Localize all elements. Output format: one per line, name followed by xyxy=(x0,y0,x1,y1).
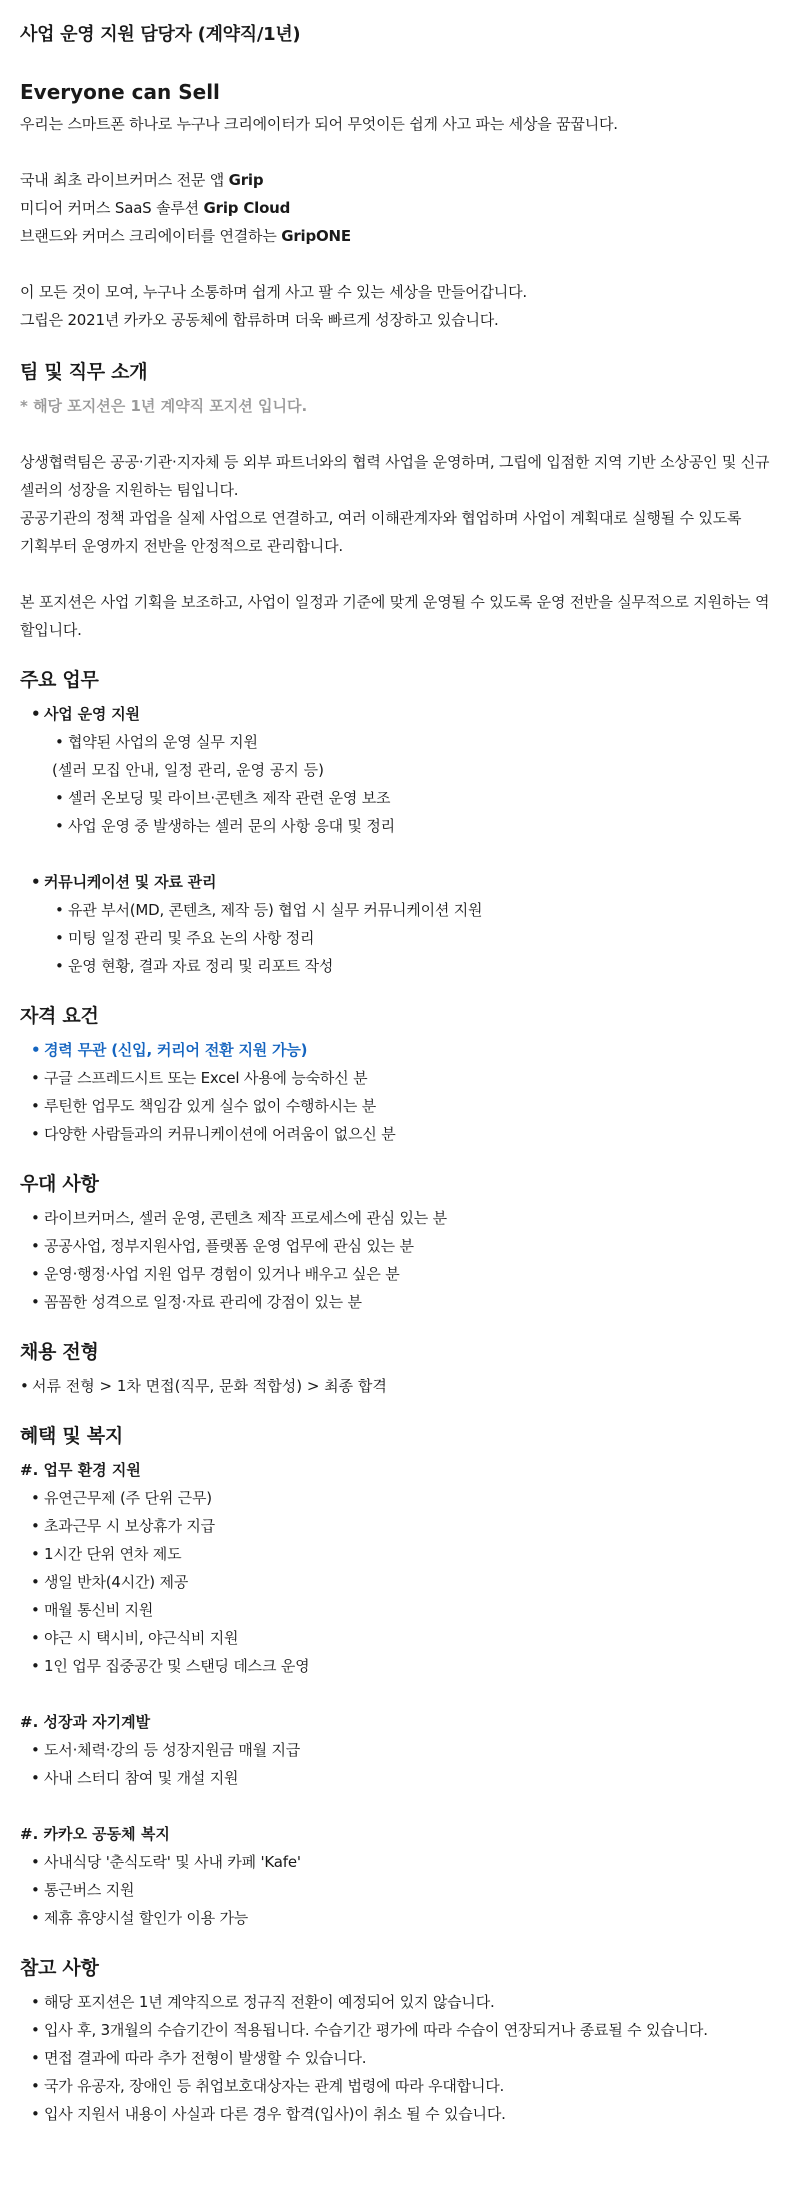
duties-list xyxy=(20,700,780,840)
product-grip-cloud: 미디어 커머스 SaaS 솔루션 Grip Cloud xyxy=(20,199,291,217)
intro-closing: 이 모든 것이 모여, 누구나 소통하며 쉽게 사고 팔 수 있는 세상을 만들어갑니다. xyxy=(20,283,527,301)
note-item: • 해당 포지션은 1년 계약직으로 정규직 전환이 예정되어 있지 않습니다. xyxy=(20,1988,780,2016)
duty-item: • 사업 운영 중 발생하는 셀러 문의 사항 응대 및 정리 xyxy=(20,812,780,840)
duty-item: • 운영 현황, 결과 자료 정리 및 리포트 작성 xyxy=(20,952,780,980)
benefit-item: • 초과근무 시 보상휴가 지급 xyxy=(20,1512,780,1540)
preferred-heading: 우대 사항 xyxy=(20,1173,99,1195)
preferred-item: • 라이브커머스, 셀러 운영, 콘텐츠 제작 프로세스에 관심 있는 분 xyxy=(20,1204,780,1232)
requirement-item: • 경력 무관 (신입, 커리어 전환 지원 가능) xyxy=(20,1036,780,1064)
requirement-item: • 다양한 사람들과의 커뮤니케이션에 어려움이 없으신 분 xyxy=(20,1120,780,1148)
duty-item: • 미팅 일정 관리 및 주요 논의 사항 정리 xyxy=(20,924,780,952)
requirement-item: • 구글 스프레드시트 또는 Excel 사용에 능숙하신 분 xyxy=(20,1064,780,1092)
preferred-item: • 공공사업, 정부지원사업, 플랫폼 운영 업무에 관심 있는 분 xyxy=(20,1232,780,1260)
duty-item: • 협약된 사업의 운영 실무 지원 xyxy=(20,728,780,756)
intro-headline: Everyone can Sell xyxy=(20,80,220,104)
benefit-item: • 유연근무제 (주 단위 근무) xyxy=(20,1484,780,1512)
note-item: • 입사 지원서 내용이 사실과 다른 경우 합격(입사)이 취소 될 수 있습니다. xyxy=(20,2100,780,2128)
team-description: 공공기관의 정책 과업을 실제 사업으로 연결하고, 여러 이해관계자와 협업하며 사업이 계획대로 실행될 수 있도록 xyxy=(20,509,742,527)
job-title: 사업 운영 지원 담당자 (계약직/1년) xyxy=(20,24,301,45)
process-heading: 채용 전형 xyxy=(20,1341,99,1363)
process-steps: • 서류 전형 > 1차 면접(직무, 문화 적합성) > 최종 합격 xyxy=(20,1372,780,1400)
benefit-category-title: #. 업무 환경 지원 xyxy=(20,1461,141,1479)
benefit-item: • 매월 통신비 지원 xyxy=(20,1596,780,1624)
benefit-item: • 야근 시 택시비, 야근식비 지원 xyxy=(20,1624,780,1652)
benefit-list xyxy=(20,1848,780,1932)
product-griipone: 브랜드와 커머스 크리에이터를 연결하는 GripONE xyxy=(20,227,351,245)
notes-heading: 참고 사항 xyxy=(20,1957,99,1979)
duty-item: • 유관 부서(MD, 콘텐츠, 제작 등) 협업 시 실무 커뮤니케이션 지원 xyxy=(20,896,780,924)
benefit-category-title: #. 카카오 공동체 복지 xyxy=(20,1825,170,1843)
product-name: Grip xyxy=(228,171,264,189)
benefit-item: • 사내식당 '춘식도락' 및 사내 카페 'Kafe' xyxy=(20,1848,780,1876)
benefit-item: • 생일 반차(4시간) 제공 xyxy=(20,1568,780,1596)
benefit-item: • 사내 스터디 참여 및 개설 지원 xyxy=(20,1764,780,1792)
requirements-list xyxy=(20,1036,780,1148)
benefit-list xyxy=(20,1736,780,1792)
benefit-item: • 제휴 휴양시설 할인가 이용 가능 xyxy=(20,1904,780,1932)
product-name: GripONE xyxy=(281,227,351,245)
note-item: • 국가 유공자, 장애인 등 취업보호대상자는 관계 법령에 따라 우대합니다. xyxy=(20,2072,780,2100)
benefits-heading: 혜택 및 복지 xyxy=(20,1425,123,1447)
notes-list xyxy=(20,1988,780,2128)
product-name: Grip Cloud xyxy=(203,199,291,217)
duty-group-title: • 사업 운영 지원 xyxy=(20,700,780,728)
team-description: 기획부터 운영까지 전반을 안정적으로 관리합니다. xyxy=(20,537,343,555)
benefit-item: • 통근버스 지원 xyxy=(20,1876,780,1904)
duty-item: • 셀러 온보딩 및 라이브·콘텐츠 제작 관련 운영 보조 xyxy=(20,784,780,812)
benefit-list xyxy=(20,1484,780,1680)
team-heading: 팀 및 직무 소개 xyxy=(20,361,148,383)
duty-item-continuation: (셀러 모집 안내, 일정 관리, 운영 공지 등) xyxy=(52,761,324,779)
role-description: 본 포지션은 사업 기획을 보조하고, 사업이 일정과 기준에 맞게 운영될 수 있도록 운영 전반을 실무적으로 지원하는 역할입니다. xyxy=(20,593,770,639)
benefit-item: • 도서·체력·강의 등 성장지원금 매월 지급 xyxy=(20,1736,780,1764)
duties-list xyxy=(20,868,780,980)
preferred-item: • 운영·행정·사업 지원 업무 경험이 있거나 배우고 싶은 분 xyxy=(20,1260,780,1288)
note-item: • 입사 후, 3개월의 수습기간이 적용됩니다. 수습기간 평가에 따라 수습이 연장되거나 종료될 수 있습니다. xyxy=(20,2016,780,2044)
note-item: • 면접 결과에 따라 추가 전형이 발생할 수 있습니다. xyxy=(20,2044,780,2072)
duties-heading: 주요 업무 xyxy=(20,669,99,691)
product-grip: 국내 최초 라이브커머스 전문 앱 Grip xyxy=(20,171,264,189)
preferred-list xyxy=(20,1204,780,1316)
benefit-category-title: #. 성장과 자기계발 xyxy=(20,1713,151,1731)
requirement-item: • 루틴한 업무도 책임감 있게 실수 없이 수행하시는 분 xyxy=(20,1092,780,1120)
benefit-item: • 1시간 단위 연차 제도 xyxy=(20,1540,780,1568)
contract-note: * 해당 포지션은 1년 계약직 포지션 입니다. xyxy=(20,397,308,415)
intro-mission: 우리는 스마트폰 하나로 누구나 크리에이터가 되어 무엇이든 쉽게 사고 파는 세상을 꿈꿉니다. xyxy=(20,115,618,133)
preferred-item: • 꼼꼼한 성격으로 일정·자료 관리에 강점이 있는 분 xyxy=(20,1288,780,1316)
benefit-item: • 1인 업무 집중공간 및 스탠딩 데스크 운영 xyxy=(20,1652,780,1680)
team-description: 상생협력팀은 공공·기관·지자체 등 외부 파트너와의 협력 사업을 운영하며, 그립에 입점한 지역 기반 소상공인 및 신규 셀러의 성장을 지원하는 팀입니다. xyxy=(20,453,770,499)
duty-group-title: • 커뮤니케이션 및 자료 관리 xyxy=(20,868,780,896)
intro-closing: 그립은 2021년 카카오 공동체에 합류하며 더욱 빠르게 성장하고 있습니다. xyxy=(20,311,499,329)
requirements-heading: 자격 요건 xyxy=(20,1005,99,1027)
